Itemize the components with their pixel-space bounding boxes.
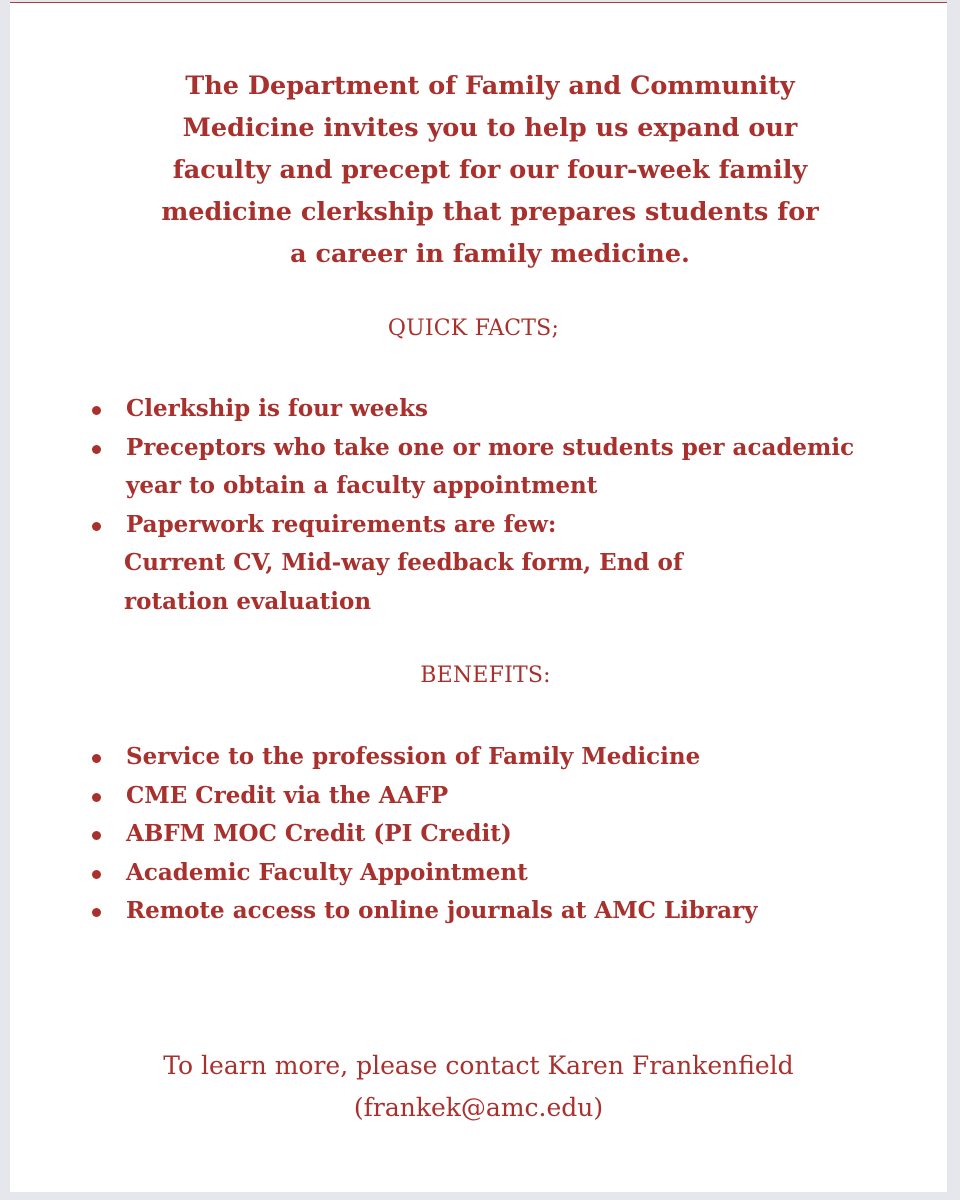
quick-facts-list <box>92 390 922 621</box>
list-item <box>92 506 922 622</box>
contact-info <box>10 1045 947 1129</box>
flyer-page <box>10 2 947 1192</box>
list-item-text: Remote access to online journals at AMC Library <box>126 897 758 924</box>
list-item <box>92 892 912 931</box>
intro-line: medicine clerkship that prepares students for <box>161 197 819 227</box>
intro-paragraph <box>130 65 850 275</box>
list-item-text: Academic Faculty Appointment <box>126 858 528 886</box>
quick-facts-heading: QUICK FACTS; <box>387 316 560 341</box>
intro-line: a career in family medicine. <box>290 239 690 269</box>
list-item <box>92 738 912 777</box>
list-item-text: year to obtain a faculty appointment <box>126 472 598 499</box>
bullet-icon <box>92 522 101 531</box>
bullet-icon <box>92 908 101 917</box>
contact-email: (frankek@amc.edu) <box>353 1093 604 1122</box>
list-item <box>92 390 922 429</box>
bullet-icon <box>92 754 101 763</box>
list-item <box>92 429 922 506</box>
list-item <box>92 815 912 854</box>
bullet-icon <box>92 831 101 840</box>
list-item-text: Service to the profession of Family Medicine <box>126 743 701 770</box>
intro-line: The Department of Family and Community <box>185 71 795 101</box>
benefits-heading: BENEFITS: <box>420 663 551 688</box>
list-item <box>92 777 912 816</box>
list-item-text: Clerkship is four weeks <box>126 395 428 422</box>
contact-text: To learn more, please contact Karen Frankenfield <box>163 1051 794 1080</box>
bullet-icon <box>92 445 101 454</box>
benefits-list <box>92 738 912 931</box>
bullet-icon <box>92 870 101 879</box>
intro-line: Medicine invites you to help us expand our <box>182 113 798 143</box>
list-item <box>92 854 912 893</box>
list-item-text: Paperwork requirements are few: <box>126 510 557 538</box>
list-item-text: rotation evaluation <box>124 587 372 615</box>
bullet-icon <box>92 406 101 415</box>
bullet-icon <box>92 793 101 802</box>
list-item-text: Preceptors who take one or more students per academic <box>126 433 855 461</box>
list-item-text: CME Credit via the AAFP <box>126 781 449 809</box>
list-item-text: ABFM MOC Credit (PI Credit) <box>126 820 512 847</box>
list-item-text: Current CV, Mid-way feedback form, End of <box>124 549 683 576</box>
intro-line: faculty and precept for our four-week family <box>172 155 808 185</box>
